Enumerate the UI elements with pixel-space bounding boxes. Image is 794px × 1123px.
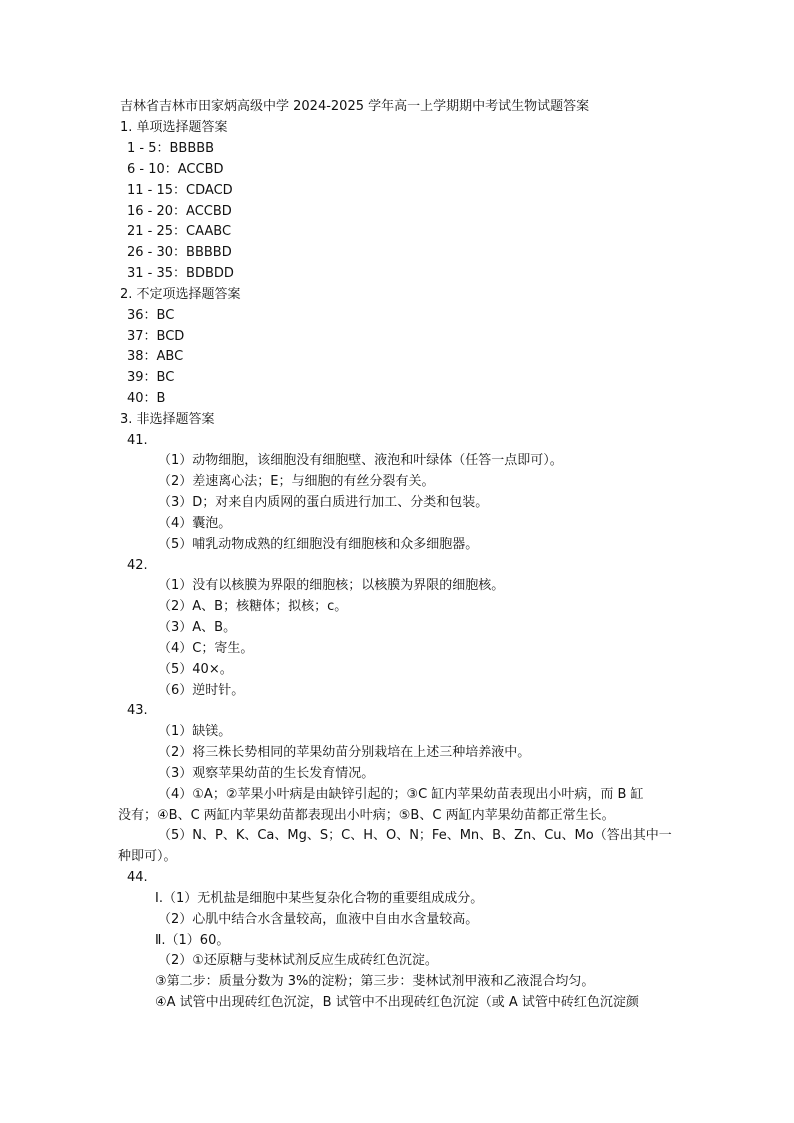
answer-line: 40：B xyxy=(127,391,166,406)
answer-line-continued: 没有；④B、C 两缸内苹果幼苗都表现出小叶病；⑤B、C 两缸内苹果幼苗都正常生长。 xyxy=(118,808,615,823)
answer-line: （4）C；寄生。 xyxy=(158,641,254,656)
question-number: 41. xyxy=(127,433,148,448)
answer-line: （1）缺镁。 xyxy=(158,724,232,739)
answer-line: （4）囊泡。 xyxy=(158,516,232,531)
section-3-heading: 3. 非选择题答案 xyxy=(120,412,215,427)
answer-line: （3）观察苹果幼苗的生长发育情况。 xyxy=(158,766,375,781)
answer-line: 6 - 10：ACCBD xyxy=(127,162,224,177)
question-number: 44. xyxy=(127,870,148,885)
answer-line: 26 - 30：BBBBD xyxy=(127,245,232,260)
question-number: 43. xyxy=(127,703,148,718)
answer-line: ④A 试管中出现砖红色沉淀，B 试管中不出现砖红色沉淀（或 A 试管中砖红色沉淀颜 xyxy=(155,995,639,1010)
answer-line: 11 - 15：CDACD xyxy=(127,183,233,198)
answer-line: 16 - 20：ACCBD xyxy=(127,204,232,219)
answer-line: 38：ABC xyxy=(127,349,184,364)
answer-line: （3）D；对来自内质网的蛋白质进行加工、分类和包装。 xyxy=(158,495,489,510)
answer-line: （3）A、B。 xyxy=(158,620,237,635)
answer-line: （2）①还原糖与斐林试剂反应生成砖红色沉淀。 xyxy=(158,953,438,968)
answer-line: （2）心肌中结合水含量较高，血液中自由水含量较高。 xyxy=(158,912,479,927)
answer-line: （4）①A；②苹果小叶病是由缺锌引起的；③C 缸内苹果幼苗表现出小叶病，而 B 缸 xyxy=(158,787,644,802)
answer-line: （6）逆时针。 xyxy=(158,683,245,698)
answer-line: 31 - 35：BDBDD xyxy=(127,266,234,281)
answer-line: Ⅰ.（1）无机盐是细胞中某些复杂化合物的重要组成成分。 xyxy=(155,891,484,906)
section-1-heading: 1. 单项选择题答案 xyxy=(120,120,228,135)
answer-line: （2）将三株长势相同的苹果幼苗分别栽培在上述三种培养液中。 xyxy=(158,745,531,760)
answer-line: （5）40×。 xyxy=(158,662,233,677)
question-number: 42. xyxy=(127,558,148,573)
answer-line: （2）差速离心法；E；与细胞的有丝分裂有关。 xyxy=(158,474,435,489)
answer-line: Ⅱ.（1）60。 xyxy=(155,933,230,948)
answer-line: （5）N、P、K、Ca、Mg、S；C、H、O、N；Fe、Mn、B、Zn、Cu、Mo（答出其中一 xyxy=(158,828,672,843)
answer-line: 1 - 5：BBBBB xyxy=(127,141,215,156)
section-2-heading: 2. 不定项选择题答案 xyxy=(120,287,241,302)
answer-line: 21 - 25：CAABC xyxy=(127,224,232,239)
answer-line: 37：BCD xyxy=(127,329,185,344)
answer-line: （1）动物细胞，该细胞没有细胞壁、液泡和叶绿体（任答一点即可）。 xyxy=(158,453,563,468)
answer-line: 39：BC xyxy=(127,370,175,385)
answer-line: 36：BC xyxy=(127,308,175,323)
answer-line-continued: 种即可）。 xyxy=(118,849,177,864)
answer-line: ③第二步：质量分数为 3%的淀粉；第三步：斐林试剂甲液和乙液混合均匀。 xyxy=(155,974,595,989)
document-title: 吉林省吉林市田家炳高级中学 2024-2025 学年高一上学期期中考试生物试题答案 xyxy=(120,99,590,114)
answer-line: （5）哺乳动物成熟的红细胞没有细胞核和众多细胞器。 xyxy=(158,537,479,552)
answer-line: （2）A、B；核糖体；拟核；c。 xyxy=(158,599,348,614)
answer-line: （1）没有以核膜为界限的细胞核；以核膜为界限的细胞核。 xyxy=(158,578,505,593)
